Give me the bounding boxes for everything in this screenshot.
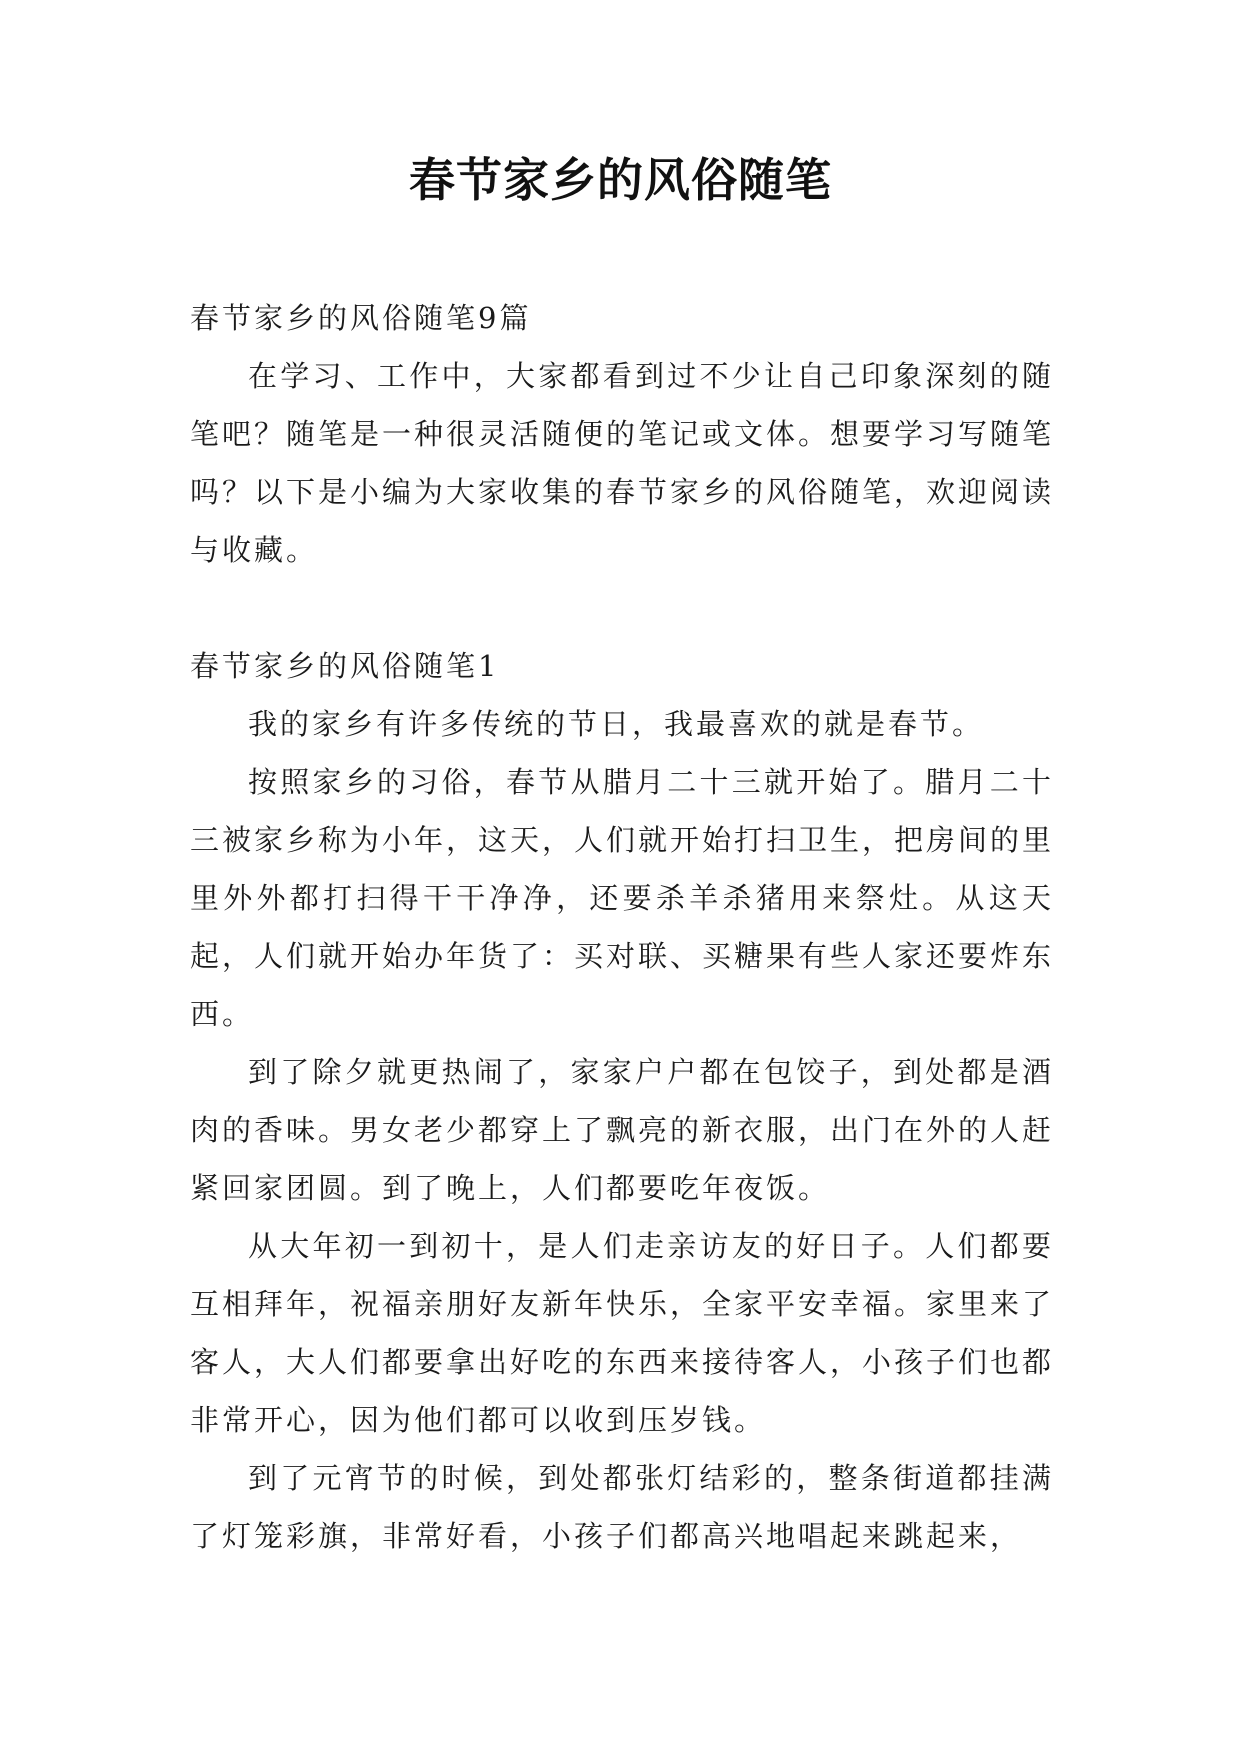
section-heading: 春节家乡的风俗随笔1 — [190, 649, 500, 683]
document-body — [190, 289, 1054, 1565]
document-title: 春节家乡的风俗随笔 — [409, 153, 832, 207]
body-paragraph: 到了除夕就更热闹了，家家户户都在包饺子，到处都是酒肉的香味。男女老少都穿上了飘亮的新衣服，出门在外的人赶紧回家团圆。到了晚上，人们都要吃年夜饭。 — [190, 1055, 1055, 1205]
intro-paragraph: 在学习、工作中，大家都看到过不少让自己印象深刻的随笔吧？随笔是一种很灵活随便的笔记或文体。想要学习写随笔吗？以下是小编为大家收集的春节家乡的风俗随笔，欢迎阅读与收藏。 — [190, 359, 1055, 567]
body-paragraph: 到了元宵节的时候，到处都张灯结彩的，整条街道都挂满了灯笼彩旗，非常好看，小孩子们都高兴地唱起来跳起来， — [190, 1461, 1054, 1553]
section-spacer — [190, 579, 1054, 637]
body-paragraph: 我的家乡有许多传统的节日，我最喜欢的就是春节。 — [248, 707, 985, 741]
body-paragraph: 按照家乡的习俗，春节从腊月二十三就开始了。腊月二十三被家乡称为小年，这天，人们就开始打扫卫生，把房间的里里外外都打扫得干干净净，还要杀羊杀猪用来祭灶。从这天起，人们就开始办年货了：买对联、买糖果有些人家还要炸东西。 — [190, 765, 1055, 1031]
document-subtitle: 春节家乡的风俗随笔9篇 — [190, 301, 532, 335]
body-paragraph: 从大年初一到初十，是人们走亲访友的好日子。人们都要互相拜年，祝福亲朋好友新年快乐，全家平安幸福。家里来了客人，大人们都要拿出好吃的东西来接待客人，小孩子们也都非常开心，因为他们都可以收到压岁钱。 — [190, 1229, 1055, 1437]
